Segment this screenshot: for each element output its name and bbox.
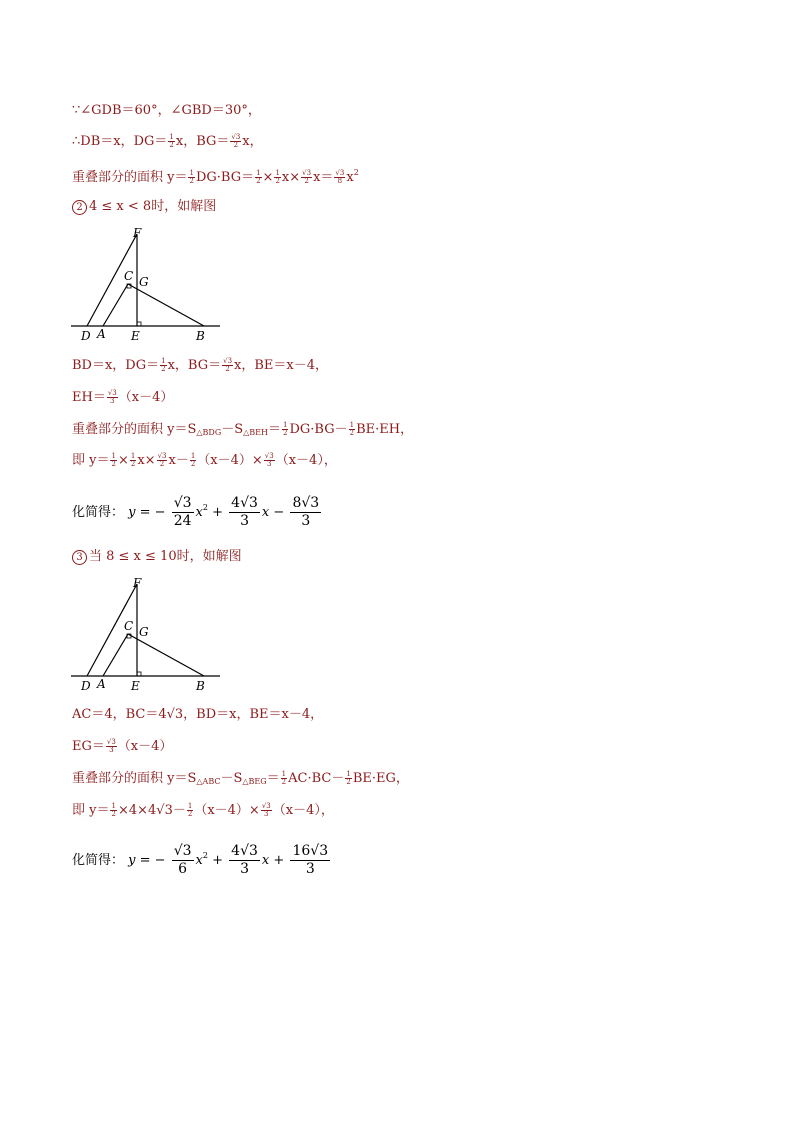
case-2-heading: [72, 199, 216, 215]
text: 化简得：: [72, 853, 125, 868]
subscript: △BEG: [242, 777, 267, 786]
label-c: C: [124, 269, 134, 283]
fraction: $\frac{√3}{3}$: [107, 389, 117, 405]
fraction: $\frac{1}{2}$: [275, 169, 280, 185]
fraction: $\frac{4√3}{3}$: [231, 843, 258, 877]
case-3-heading: [72, 549, 242, 565]
text: 重叠部分的面积 y＝S: [72, 422, 197, 437]
text: 化简得：: [72, 505, 125, 520]
fraction: $\frac{√3}{2}$: [157, 452, 167, 468]
text: ＝: [266, 771, 280, 786]
label-c: C: [124, 619, 134, 633]
line-eh: [72, 390, 173, 406]
fraction: $\frac{√3}{24}$: [173, 495, 192, 529]
text: x，BG＝: [167, 358, 222, 373]
line-area-2: [72, 422, 413, 441]
label-d: D: [81, 679, 91, 693]
operator: +: [273, 853, 285, 868]
geometry-figure-2: [68, 574, 228, 696]
text: ∵∠GDB＝60°，∠GBD＝30°，: [72, 103, 261, 118]
text: 当 8 ≤ x ≤ 10时，如解图: [89, 549, 242, 564]
circled-number: 3: [72, 550, 87, 565]
var-y: y: [128, 505, 136, 520]
label-b: B: [196, 679, 205, 693]
text: x×: [137, 453, 156, 468]
line-eg: [72, 739, 172, 755]
fraction: $\frac{1}{2}$: [346, 770, 351, 786]
label-g: G: [139, 275, 149, 289]
simplified-formula-2: 化简得： y = − $\frac{√3}{6}$ $x^2$ + $\frac{4√3}{3}$ x + $\frac{16√3}{3}$: [72, 843, 329, 877]
line-substitute-2: [72, 453, 337, 469]
label-e: E: [131, 329, 140, 343]
fraction: $\frac{1}{2}$: [169, 133, 174, 149]
label-b: B: [196, 329, 205, 343]
text: BE·EH，: [356, 422, 414, 437]
operator: +: [212, 505, 224, 520]
fraction: $\frac{1}{2}$: [161, 357, 166, 373]
label-g: G: [139, 625, 149, 639]
var-x: x: [195, 505, 203, 520]
var-x: x: [261, 853, 270, 868]
simplified-formula-1: 化简得： y = − $\frac{√3}{24}$ $x^2$ + $\frac{4√3}{3}$ x − $\frac{8√3}{3}$: [72, 495, 320, 529]
line-substitute-3: [72, 803, 334, 819]
fraction: $\frac{1}{2}$: [349, 421, 355, 437]
var-x: x: [195, 853, 203, 868]
operator: +: [212, 853, 224, 868]
text: AC＝4，BC＝4√3，BD＝x，BE＝x－4，: [72, 707, 324, 722]
text: 重叠部分的面积 y＝: [72, 170, 188, 185]
text: x，BG＝: [175, 134, 230, 149]
fraction: $\frac{√3}{2}$: [302, 169, 312, 185]
operator: = −: [139, 505, 166, 520]
operator: = −: [139, 853, 166, 868]
fraction: $\frac{1}{2}$: [111, 802, 116, 818]
fraction: $\frac{8√3}{3}$: [292, 495, 320, 529]
var-x: x: [261, 505, 270, 520]
subscript: △ABC: [196, 777, 221, 786]
label-a: A: [97, 327, 106, 341]
fraction: $\frac{1}{2}$: [187, 802, 193, 818]
fraction: $\frac{1}{2}$: [130, 452, 136, 468]
fraction: $\frac{1}{2}$: [189, 169, 194, 185]
text: DG·BG－: [289, 422, 348, 437]
text: （x－4），: [272, 803, 334, 818]
text: （x－4）×: [197, 453, 263, 468]
line-area-3: [72, 771, 409, 790]
text: ×: [117, 453, 129, 468]
fraction: $\frac{1}{2}$: [190, 452, 196, 468]
text: （x－4）×: [194, 803, 260, 818]
fraction: $\frac{4√3}{3}$: [231, 495, 258, 529]
text: EG＝: [72, 739, 105, 754]
text: EH＝: [72, 390, 106, 405]
operator: −: [273, 505, 285, 520]
fraction: $\frac{1}{2}$: [281, 770, 287, 786]
text: x，BE＝x－4，: [234, 358, 329, 373]
label-e: E: [131, 679, 140, 693]
text: BE·EG，: [352, 771, 409, 786]
label-f: F: [133, 226, 142, 240]
label-a: A: [97, 677, 106, 691]
subscript: △BEH: [243, 428, 268, 437]
text: x－: [168, 453, 189, 468]
text: x＝: [313, 170, 334, 185]
fraction: $\frac{√3}{8}$: [335, 169, 345, 185]
fraction: $\frac{√3}{3}$: [264, 452, 274, 468]
fraction: $\frac{√3}{3}$: [261, 802, 271, 818]
text: x，: [242, 134, 263, 149]
line-area-1: 重叠部分的面积 y＝ $\frac{1}{2}$ DG·BG＝ $\frac{1}{2}$ × $\frac{1}{2}$ x× $\frac{√3}{2}$ x＝ $\frac{√3}{8}$ $x^2$: [72, 168, 359, 185]
text: x: [346, 170, 354, 185]
fraction: $\frac{√3}{2}$: [231, 133, 241, 149]
line-db-dg-bg: [72, 134, 263, 150]
text: 即 y＝: [72, 803, 110, 818]
fraction: $\frac{√3}{6}$: [173, 843, 192, 877]
geometry-figure-1: [68, 224, 228, 346]
text: x×: [281, 170, 301, 185]
text: ∴DB＝x，DG＝: [72, 134, 168, 149]
text: （x－4）: [118, 390, 174, 405]
label-d: D: [81, 329, 91, 343]
line-angles: [72, 103, 261, 119]
line-ac-bc-bd-be: [72, 707, 323, 723]
fraction: $\frac{√3}{2}$: [223, 357, 233, 373]
text: 即 y＝: [72, 453, 110, 468]
subscript: △BDG: [196, 428, 222, 437]
text: （x－4）: [117, 739, 173, 754]
fraction: $\frac{1}{2}$: [283, 421, 288, 437]
text: ×4×4√3－: [117, 803, 186, 818]
fraction: $\frac{1}{2}$: [111, 452, 116, 468]
text: 4 ≤ x < 8时，如解图: [89, 199, 217, 214]
fraction: $\frac{1}{2}$: [256, 169, 261, 185]
text: （x－4），: [275, 453, 337, 468]
text: AC·BC－: [288, 771, 345, 786]
var-y: y: [128, 853, 136, 868]
fraction: $\frac{√3}{3}$: [106, 738, 116, 754]
label-f: F: [133, 576, 142, 590]
text: 重叠部分的面积 y＝S: [72, 771, 197, 786]
text: ＝: [268, 422, 282, 437]
circled-number: 2: [72, 200, 87, 215]
fraction: $\frac{16√3}{3}$: [292, 843, 329, 877]
text: BD＝x，DG＝: [72, 358, 160, 373]
text: －S: [221, 422, 244, 437]
text: －S: [220, 771, 243, 786]
text: DG·BG＝: [195, 170, 255, 185]
line-bd-dg-bg-be: [72, 358, 328, 374]
